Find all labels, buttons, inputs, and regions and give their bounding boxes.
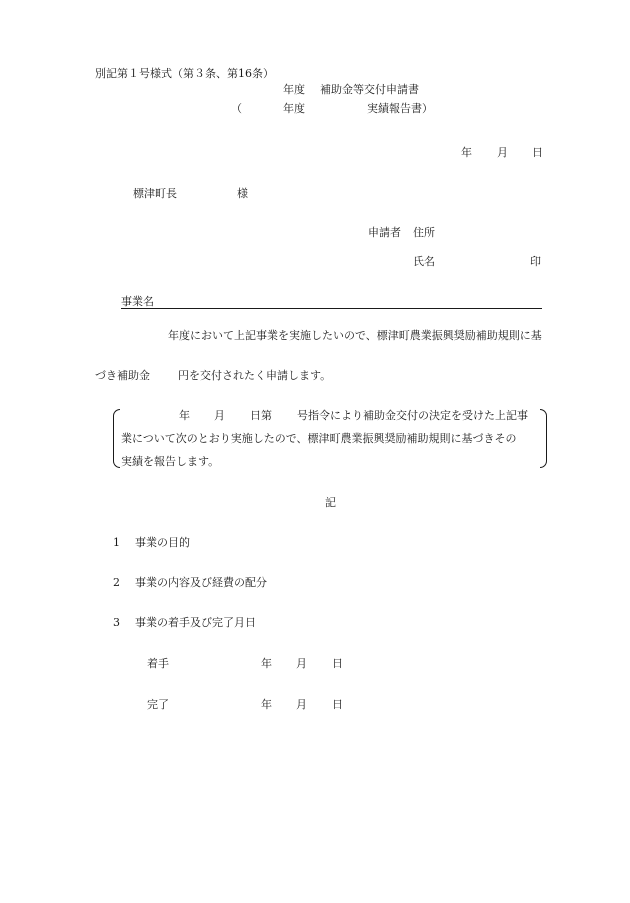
end-year: 年: [261, 698, 272, 711]
document-subtitle: 実績報告書）: [367, 102, 433, 115]
item-2-text: 事業の内容及び経費の配分: [135, 576, 267, 589]
ki-heading: 記: [325, 496, 336, 509]
item-1-text: 事業の目的: [135, 536, 190, 549]
right-bracket: [540, 409, 547, 468]
report-year-label: 年: [179, 409, 190, 422]
report-day-dai-label: 日第: [250, 409, 272, 422]
item-1-number: 1: [113, 536, 120, 549]
date-year: 年: [461, 146, 472, 159]
applicant-address-label: 住所: [413, 226, 435, 239]
end-label: 完了: [147, 698, 169, 711]
addressee-honorific: 様: [237, 187, 248, 200]
date-day: 日: [532, 146, 543, 159]
project-name-label: 事業名: [121, 295, 154, 308]
report-text-line2: 業について次のとおり実施したので、標津町農業振興奨励補助規則に基づきその: [121, 432, 517, 445]
application-text-line2-part1: づき補助金: [95, 369, 150, 382]
report-month-label: 月: [214, 409, 225, 422]
applicant-label: 申請者: [368, 226, 401, 239]
report-text-line3: 実績を報告します。: [121, 455, 220, 468]
application-text-line2-part2: 円を交付されたく申請します。: [178, 369, 332, 382]
addressee-name: 標津町長: [133, 187, 177, 200]
date-month: 月: [497, 146, 508, 159]
start-month: 月: [296, 657, 307, 670]
item-3-number: 3: [113, 616, 120, 629]
title-year-label: 年度: [283, 83, 305, 96]
end-month: 月: [296, 698, 307, 711]
application-text-line1: 年度において上記事業を実施したいので、標津町農業振興奨励補助規則に基: [168, 329, 542, 342]
form-number: 別記第１号様式（第３条、第16条）: [95, 67, 274, 80]
end-day: 日: [332, 698, 343, 711]
subtitle-open-paren: （: [231, 102, 242, 115]
start-day: 日: [332, 657, 343, 670]
document-title: 補助金等交付申請書: [320, 83, 419, 96]
start-label: 着手: [147, 657, 169, 670]
project-name-underline: [121, 308, 542, 309]
left-bracket: [113, 409, 120, 468]
item-2-number: 2: [113, 576, 120, 589]
applicant-name-label: 氏名: [413, 255, 435, 268]
report-text-line1: 号指令により補助金交付の決定を受けた上記事: [297, 409, 528, 422]
start-year: 年: [261, 657, 272, 670]
item-3-text: 事業の着手及び完了月日: [135, 616, 256, 629]
seal-mark: 印: [530, 255, 541, 268]
subtitle-year-label: 年度: [283, 102, 305, 115]
